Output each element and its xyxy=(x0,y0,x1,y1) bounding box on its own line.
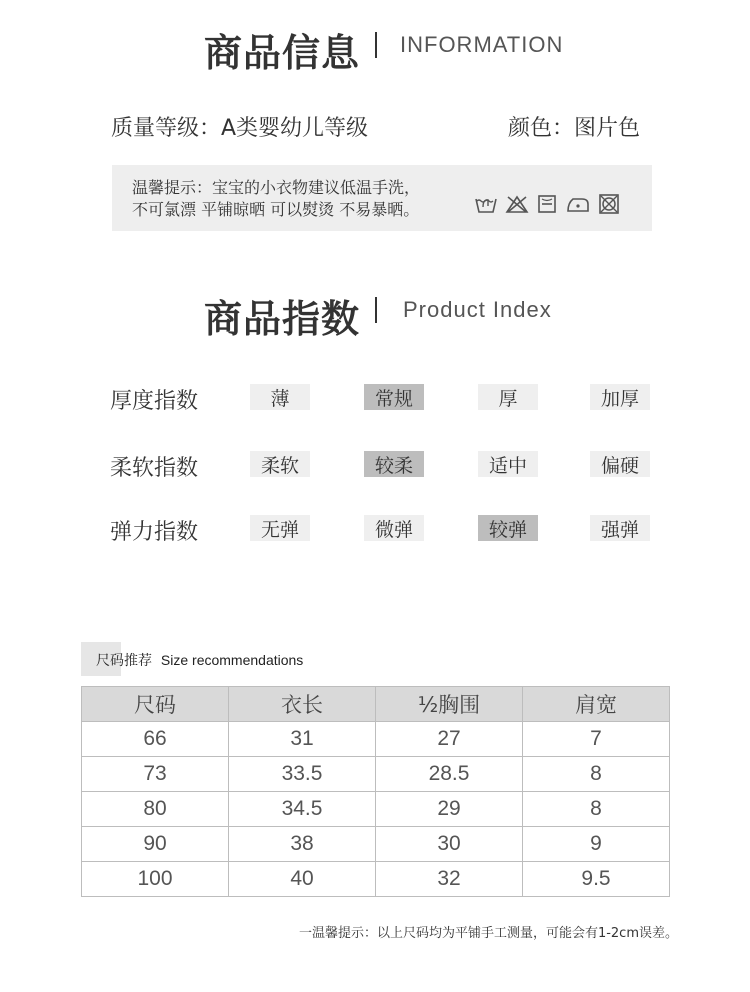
table-cell: 32 xyxy=(376,862,523,897)
thickness-option: 厚 xyxy=(478,384,538,410)
elasticity-option: 强弹 xyxy=(590,515,650,541)
table-row xyxy=(82,827,670,862)
table-cell: 29 xyxy=(376,792,523,827)
table-cell: 33.5 xyxy=(229,757,376,792)
table-cell: 90 xyxy=(82,827,229,862)
table-cell: 38 xyxy=(229,827,376,862)
thickness-option: 薄 xyxy=(250,384,310,410)
header-shoulder: 肩宽 xyxy=(523,687,670,722)
no-bleach-icon xyxy=(505,194,529,214)
table-row xyxy=(82,792,670,827)
softness-option: 偏硬 xyxy=(590,451,650,477)
softness-option-selected: 较柔 xyxy=(364,451,424,477)
table-row xyxy=(82,722,670,757)
color-info: 颜色：图片色 xyxy=(508,116,641,141)
table-cell: 30 xyxy=(376,827,523,862)
table-cell: 8 xyxy=(523,757,670,792)
table-cell: 27 xyxy=(376,722,523,757)
thickness-option-selected: 常规 xyxy=(364,384,424,410)
table-cell: 100 xyxy=(82,862,229,897)
info-section-subtitle: INFORMATION xyxy=(400,32,564,57)
table-cell: 34.5 xyxy=(229,792,376,827)
size-recommendation-tag xyxy=(96,650,303,670)
elasticity-option: 微弹 xyxy=(364,515,424,541)
info-section-title: 商品信息 xyxy=(204,31,361,75)
elasticity-option-selected: 较弹 xyxy=(478,515,538,541)
table-cell: 73 xyxy=(82,757,229,792)
size-table xyxy=(81,686,670,897)
elasticity-option: 无弹 xyxy=(250,515,310,541)
index-section-title: 商品指数 xyxy=(204,297,361,341)
softness-label: 柔软指数 xyxy=(110,456,199,481)
index-section-subtitle: Product Index xyxy=(403,297,552,322)
hand-wash-icon xyxy=(474,194,498,214)
size-tag-cn: 尺码推荐 xyxy=(96,653,152,669)
table-cell: 9 xyxy=(523,827,670,862)
header-size: 尺码 xyxy=(82,687,229,722)
table-cell: 8 xyxy=(523,792,670,827)
care-tip-text xyxy=(132,177,420,221)
header-half-chest: ½胸围 xyxy=(376,687,523,722)
header-length: 衣长 xyxy=(229,687,376,722)
softness-option: 柔软 xyxy=(250,451,310,477)
elasticity-label: 弹力指数 xyxy=(110,520,199,545)
softness-option: 适中 xyxy=(478,451,538,477)
table-cell: 40 xyxy=(229,862,376,897)
table-cell: 66 xyxy=(82,722,229,757)
table-cell: 9.5 xyxy=(523,862,670,897)
size-tag-en: Size recommendations xyxy=(160,652,304,668)
title-divider xyxy=(375,297,377,323)
care-icons xyxy=(474,194,620,214)
care-tip-line-1: 温馨提示：宝宝的小衣物建议低温手洗， xyxy=(132,178,421,197)
table-cell: 80 xyxy=(82,792,229,827)
quality-grade: 质量等级：A类婴幼儿等级 xyxy=(111,116,369,141)
measurement-note: 一温馨提示：以上尺码均为平铺手工测量，可能会有1-2cm误差。 xyxy=(298,926,678,941)
iron-low-icon xyxy=(565,194,591,214)
care-tip-box xyxy=(112,165,652,231)
table-header-row xyxy=(82,687,670,722)
table-cell: 31 xyxy=(229,722,376,757)
table-cell: 28.5 xyxy=(376,757,523,792)
table-cell: 7 xyxy=(523,722,670,757)
thickness-label: 厚度指数 xyxy=(110,389,199,414)
no-tumble-dry-icon xyxy=(598,194,620,214)
care-tip-line-2: 不可氯漂 平铺晾晒 可以熨烫 不易暴晒。 xyxy=(132,200,420,219)
table-row xyxy=(82,757,670,792)
thickness-option: 加厚 xyxy=(590,384,650,410)
dry-flat-icon xyxy=(536,194,558,214)
title-divider xyxy=(375,32,377,58)
table-row xyxy=(82,862,670,897)
